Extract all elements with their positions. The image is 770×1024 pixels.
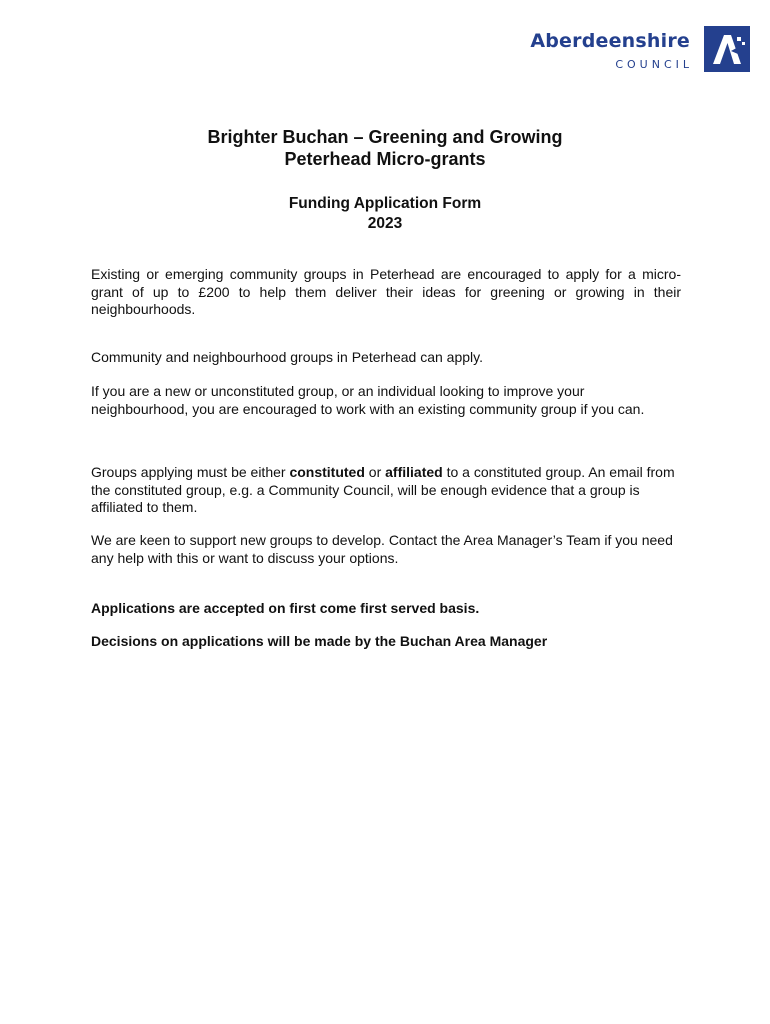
p4-bold-constituted: constituted xyxy=(289,464,365,480)
title-line-2: Peterhead Micro-grants xyxy=(284,149,486,169)
document-title xyxy=(0,126,770,170)
constitution-requirement-paragraph xyxy=(91,464,681,517)
logo-text xyxy=(530,30,693,71)
first-come-notice: Applications are accepted on first come first served basis. xyxy=(91,600,480,616)
council-logo xyxy=(530,26,750,72)
logo-name: Aberdeenshire xyxy=(530,30,690,52)
unconstituted-group-paragraph: If you are a new or unconstituted group, or an individual looking to improve your neighbourhood, you are encouraged to work with an existing community group if you can. xyxy=(91,383,645,417)
p4-text-mid: or xyxy=(364,464,386,480)
aberdeenshire-a-logo-icon xyxy=(704,26,750,72)
p4-bold-affiliated: affiliated xyxy=(385,464,443,480)
logo-sub: COUNCIL xyxy=(615,58,693,71)
subtitle-line-2: 2023 xyxy=(367,215,403,232)
title-line-1: Brighter Buchan – Greening and Growing xyxy=(207,127,563,147)
p4-text-before: Groups applying must be either xyxy=(91,464,290,480)
eligibility-paragraph: Community and neighbourhood groups in Peterhead can apply. xyxy=(91,349,483,365)
support-paragraph: We are keen to support new groups to develop. Contact the Area Manager’s Team if you need any help with this or want to discuss your options. xyxy=(91,532,673,566)
subtitle-line-1: Funding Application Form xyxy=(288,195,482,212)
p4-text-after: to a constituted group. An email from the constituted group, e.g. a Community Council, will be enough evidence that a group is affiliated to them. xyxy=(91,464,675,515)
document-subtitle xyxy=(0,194,770,234)
intro-paragraph: Existing or emerging community groups in Peterhead are encouraged to apply for a micro-grant of up to £200 to help them deliver their ideas for greening or growing in their neighbourhoods. xyxy=(91,266,681,317)
decisions-notice: Decisions on applications will be made by the Buchan Area Manager xyxy=(91,633,548,649)
